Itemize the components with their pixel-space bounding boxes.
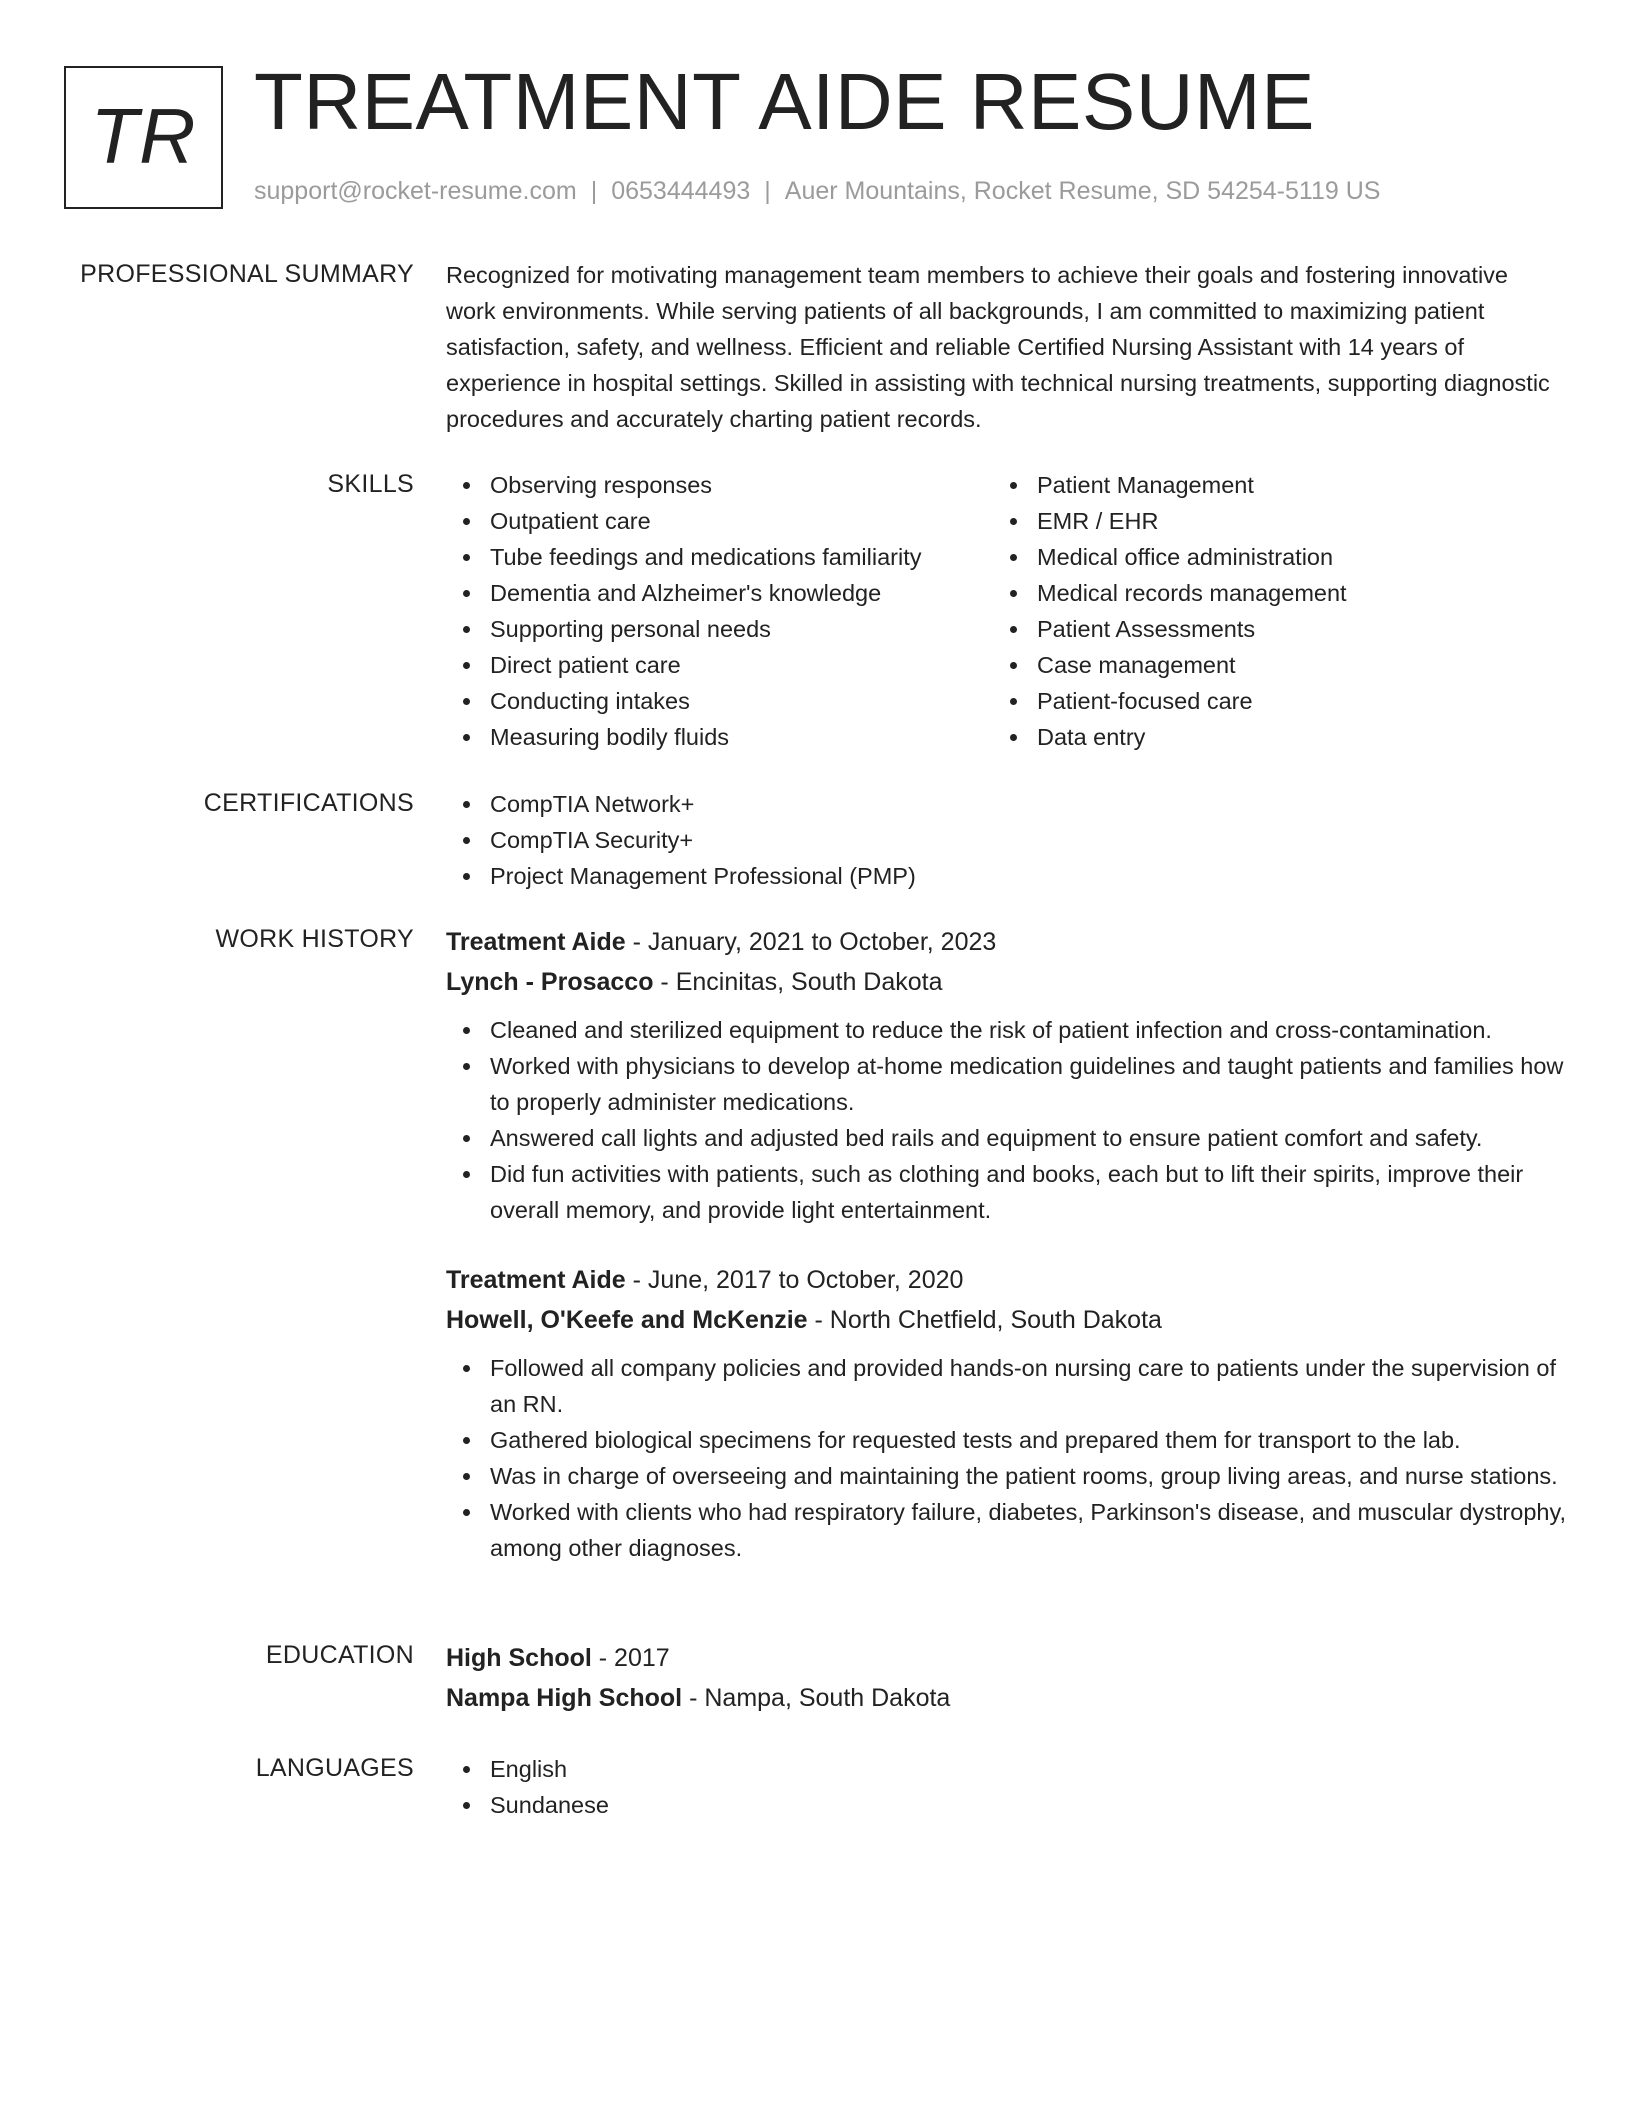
section-label-skills: SKILLS (327, 470, 414, 498)
job-duty: Cleaned and sterilized equipment to reduce the risk of patient infection and cross-contamination. (446, 1012, 1576, 1048)
skill-item: Observing responses (446, 467, 993, 503)
education-body (446, 1638, 1576, 1718)
languages-list (446, 1751, 1576, 1823)
job-title: Treatment Aide (446, 1266, 626, 1294)
skill-item: Medical office administration (993, 539, 1493, 575)
education-degree: High School (446, 1644, 592, 1672)
section-label-summary: PROFESSIONAL SUMMARY (80, 260, 414, 288)
contact-phone[interactable]: 0653444493 (611, 177, 751, 205)
job-dates: - January, 2021 to October, 2023 (625, 928, 997, 956)
skills-column-1 (446, 467, 993, 755)
contact-separator: | (590, 177, 598, 205)
certification-item: Project Management Professional (PMP) (446, 858, 1576, 894)
contact-address: Auer Mountains, Rocket Resume, SD 54254-5119 US (784, 177, 1381, 205)
job-title-line (446, 922, 1576, 962)
education-degree-line (446, 1638, 1576, 1678)
summary-text: Recognized for motivating management team members to achieve their goals and fostering innovative work environments. While serving patients of all backgrounds, I am committed to maximizing patient satisfaction, safety, and wellness. Efficient and reliable Certified Nursing Assistant with 14 years of experience in hospital settings. Skilled in assisting with technical nursing treatments, supporting diagnostic procedures and accurately charting patient records. (446, 262, 1550, 432)
job-company-line (446, 962, 1576, 1002)
skill-item: Patient Management (993, 467, 1493, 503)
skill-item: Supporting personal needs (446, 611, 993, 647)
job-duties (446, 1012, 1576, 1228)
education-school-line (446, 1678, 1576, 1718)
job-duty: Followed all company policies and provided hands-on nursing care to patients under the supervision of an RN. (446, 1350, 1576, 1422)
skill-item: Conducting intakes (446, 683, 993, 719)
job-location: - Encinitas, South Dakota (653, 968, 943, 996)
skill-item: Dementia and Alzheimer's knowledge (446, 575, 993, 611)
certification-item: CompTIA Security+ (446, 822, 1576, 858)
job-company: Lynch - Prosacco (446, 968, 654, 996)
skill-item: EMR / EHR (993, 503, 1493, 539)
skill-item: Patient Assessments (993, 611, 1493, 647)
work-history-body (446, 922, 1576, 1566)
job-entry (446, 1260, 1576, 1566)
language-item: English (446, 1751, 1576, 1787)
skill-item: Medical records management (993, 575, 1493, 611)
contact-email[interactable]: support@rocket-resume.com (254, 177, 577, 205)
job-company: Howell, O'Keefe and McKenzie (446, 1306, 808, 1334)
skill-item: Outpatient care (446, 503, 993, 539)
monogram-initials: TR (90, 92, 197, 180)
education-location: - Nampa, South Dakota (682, 1684, 951, 1712)
job-dates: - June, 2017 to October, 2020 (625, 1266, 964, 1294)
job-title: Treatment Aide (446, 928, 626, 956)
certification-item: CompTIA Network+ (446, 786, 1576, 822)
section-label-certifications: CERTIFICATIONS (203, 789, 414, 817)
job-duty: Was in charge of overseeing and maintaining the patient rooms, group living areas, and nurse stations. (446, 1458, 1576, 1494)
skill-item: Measuring bodily fluids (446, 719, 993, 755)
job-entry (446, 922, 1576, 1228)
job-duty: Did fun activities with patients, such as clothing and books, each but to lift their spirits, improve their overall memory, and provide light entertainment. (446, 1156, 1576, 1228)
skill-item: Case management (993, 647, 1493, 683)
job-location: - North Chetfield, South Dakota (807, 1306, 1162, 1334)
contact-line (254, 174, 1380, 208)
job-duty: Gathered biological specimens for requested tests and prepared them for transport to the lab. (446, 1422, 1576, 1458)
language-item: Sundanese (446, 1787, 1576, 1823)
job-duty: Worked with physicians to develop at-home medication guidelines and taught patients and families how to properly administer medications. (446, 1048, 1576, 1120)
skills-column-2 (993, 467, 1493, 755)
job-duties (446, 1350, 1576, 1566)
skills-list (446, 467, 1576, 755)
certifications-list (446, 786, 1576, 894)
contact-separator: | (764, 177, 771, 205)
section-label-work-history: WORK HISTORY (215, 925, 414, 953)
skill-item: Tube feedings and medications familiarity (446, 539, 993, 575)
job-duty: Answered call lights and adjusted bed rails and equipment to ensure patient comfort and safety. (446, 1120, 1576, 1156)
education-school: Nampa High School (446, 1684, 683, 1712)
job-company-line (446, 1300, 1576, 1340)
skill-item: Direct patient care (446, 647, 993, 683)
resume-title: TREATMENT AIDE RESUME (254, 57, 1316, 146)
section-label-education: EDUCATION (265, 1641, 414, 1669)
job-title-line (446, 1260, 1576, 1300)
education-year: - 2017 (591, 1644, 670, 1672)
skill-item: Patient-focused care (993, 683, 1493, 719)
skill-item: Data entry (993, 719, 1493, 755)
section-label-languages: LANGUAGES (255, 1754, 414, 1782)
job-duty: Worked with clients who had respiratory failure, diabetes, Parkinson's disease, and muscular dystrophy, among other diagnoses. (446, 1494, 1576, 1566)
monogram-box (64, 66, 223, 209)
